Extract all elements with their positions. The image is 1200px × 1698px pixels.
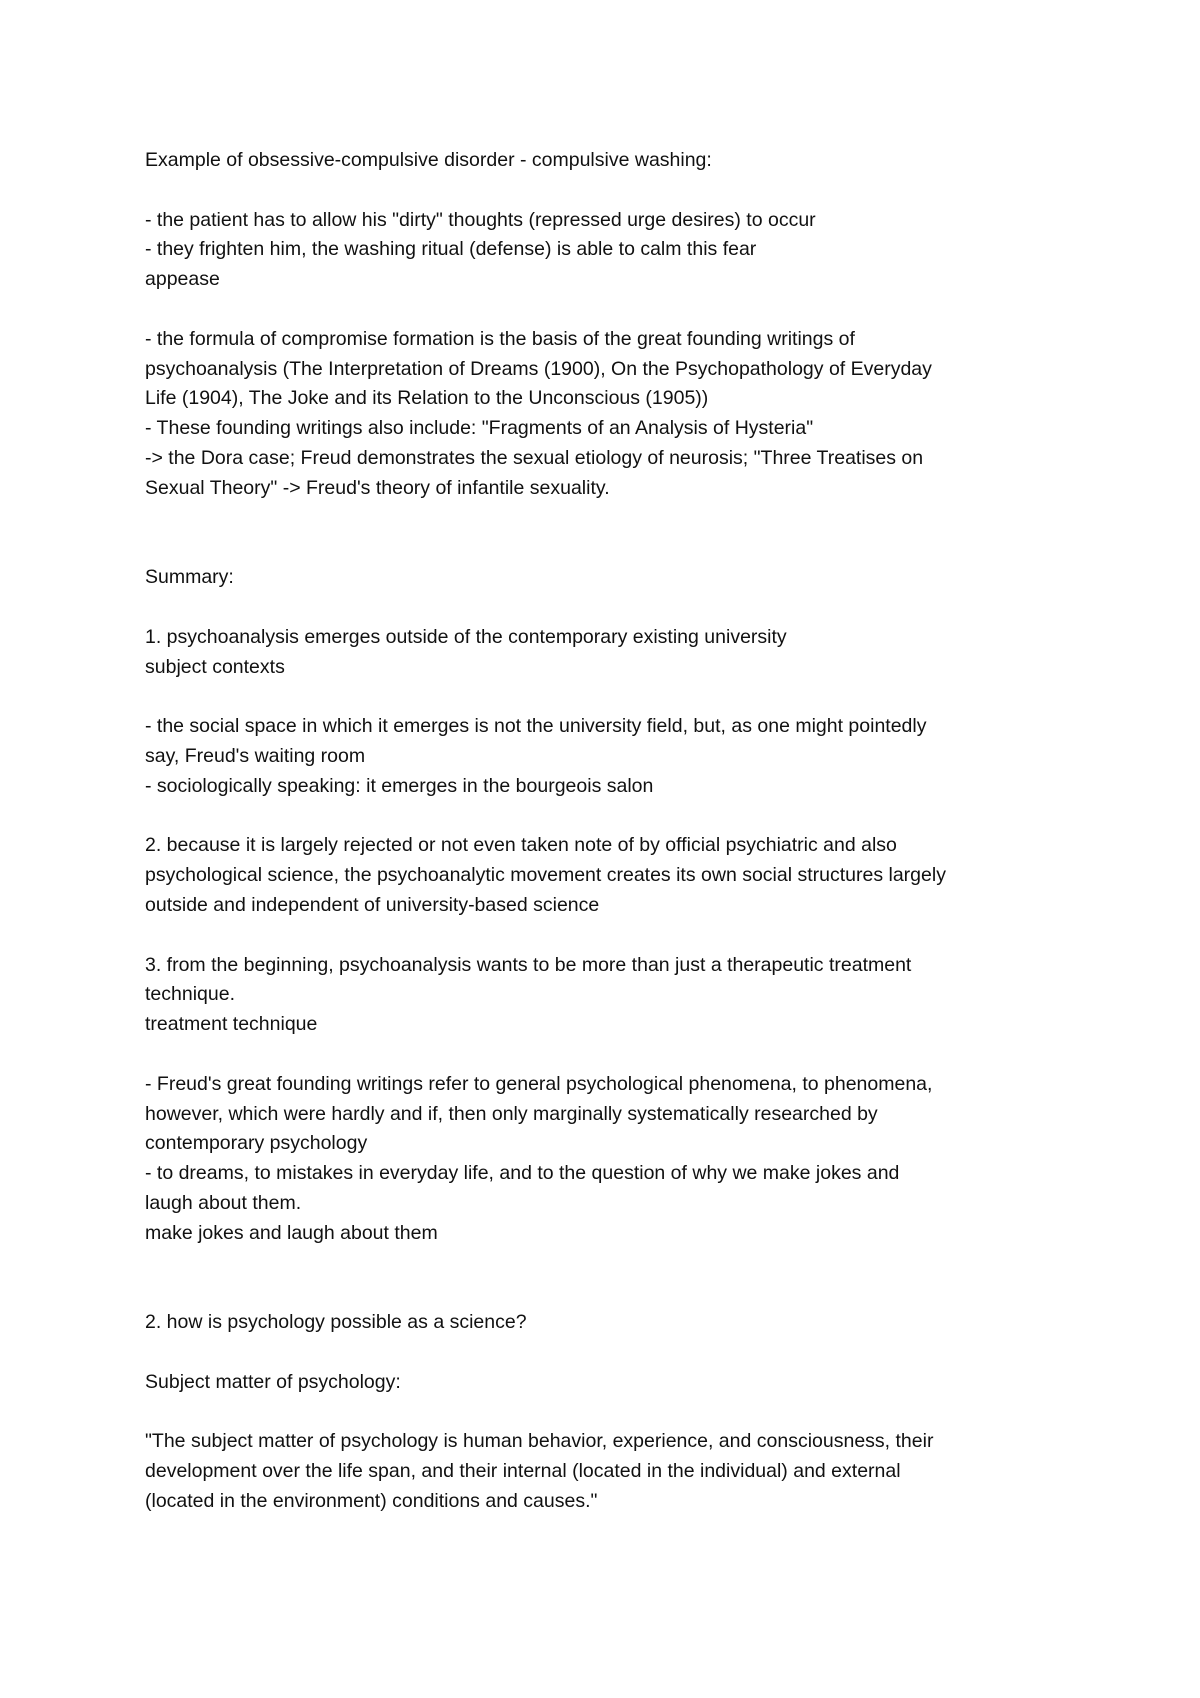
text-line: laugh about them.: [145, 1191, 302, 1214]
blank-line: [145, 802, 1075, 832]
blank-line: [145, 593, 1075, 623]
blank-line: [145, 1338, 1075, 1368]
text-line: outside and independent of university-based science: [145, 893, 600, 916]
text-line: Life (1904), The Joke and its Relation to the Unconscious (1905)): [145, 387, 709, 410]
text-line: (located in the environment) conditions and causes.": [145, 1489, 598, 1512]
text-line: - the patient has to allow his "dirty" thoughts (repressed urge desires) to occur: [145, 208, 816, 231]
text-line: Example of obsessive-compulsive disorder - compulsive washing:: [145, 149, 712, 171]
blank-line: [145, 295, 1075, 325]
text-line: technique.: [145, 983, 235, 1006]
blank-line: [145, 533, 1075, 563]
blank-line: [145, 504, 1075, 534]
text-line: make jokes and laugh about them: [145, 1221, 438, 1244]
text-line: Subject matter of psychology:: [145, 1370, 401, 1393]
text-line: - sociologically speaking: it emerges in the bourgeois salon: [145, 774, 654, 797]
text-line: 1. psychoanalysis emerges outside of the contemporary existing university: [145, 625, 787, 648]
text-line: "The subject matter of psychology is human behavior, experience, and consciousness, their: [145, 1430, 934, 1453]
section-heading: Summary:: [145, 566, 234, 589]
text-line: appease: [145, 268, 220, 291]
blank-line: [145, 1278, 1075, 1308]
text-line: - to dreams, to mistakes in everyday life, and to the question of why we make jokes and: [145, 1162, 900, 1185]
text-line: contemporary psychology: [145, 1132, 368, 1155]
text-line: Sexual Theory" -> Freud's theory of infantile sexuality.: [145, 476, 610, 499]
text-line: - the formula of compromise formation is the basis of the great founding writings of: [145, 327, 855, 350]
text-line: - These founding writings also include: "Fragments of an Analysis of Hysteria": [145, 417, 814, 440]
text-line: 2. because it is largely rejected or not even taken note of by official psychiatric and also: [145, 834, 897, 857]
blank-line: [145, 1040, 1075, 1070]
text-line: say, Freud's waiting room: [145, 744, 366, 767]
text-line: however, which were hardly and if, then only marginally systematically researched by: [145, 1102, 878, 1125]
document-body: [145, 146, 1075, 1517]
blank-line: [145, 176, 1075, 206]
blank-line: [145, 682, 1075, 712]
text-line: - the social space in which it emerges is not the university field, but, as one might pointedly: [145, 715, 927, 738]
text-line: psychoanalysis (The Interpretation of Dreams (1900), On the Psychopathology of Everyday: [145, 357, 932, 380]
text-line: -> the Dora case; Freud demonstrates the sexual etiology of neurosis; "Three Treatises on: [145, 446, 924, 469]
text-line: subject contexts: [145, 655, 285, 678]
text-line: development over the life span, and their internal (located in the individual) and external: [145, 1460, 901, 1483]
text-line: treatment technique: [145, 1013, 318, 1036]
text-line: 3. from the beginning, psychoanalysis wants to be more than just a therapeutic treatment: [145, 953, 912, 976]
text-line: psychological science, the psychoanalytic movement creates its own social structures largely: [145, 864, 946, 887]
section-heading: 2. how is psychology possible as a science?: [145, 1311, 527, 1334]
blank-line: [145, 921, 1075, 951]
text-line: - Freud's great founding writings refer to general psychological phenomena, to phenomena,: [145, 1072, 933, 1095]
blank-line: [145, 1248, 1075, 1278]
text-line: - they frighten him, the washing ritual (defense) is able to calm this fear: [145, 238, 757, 261]
blank-line: [145, 1397, 1075, 1427]
